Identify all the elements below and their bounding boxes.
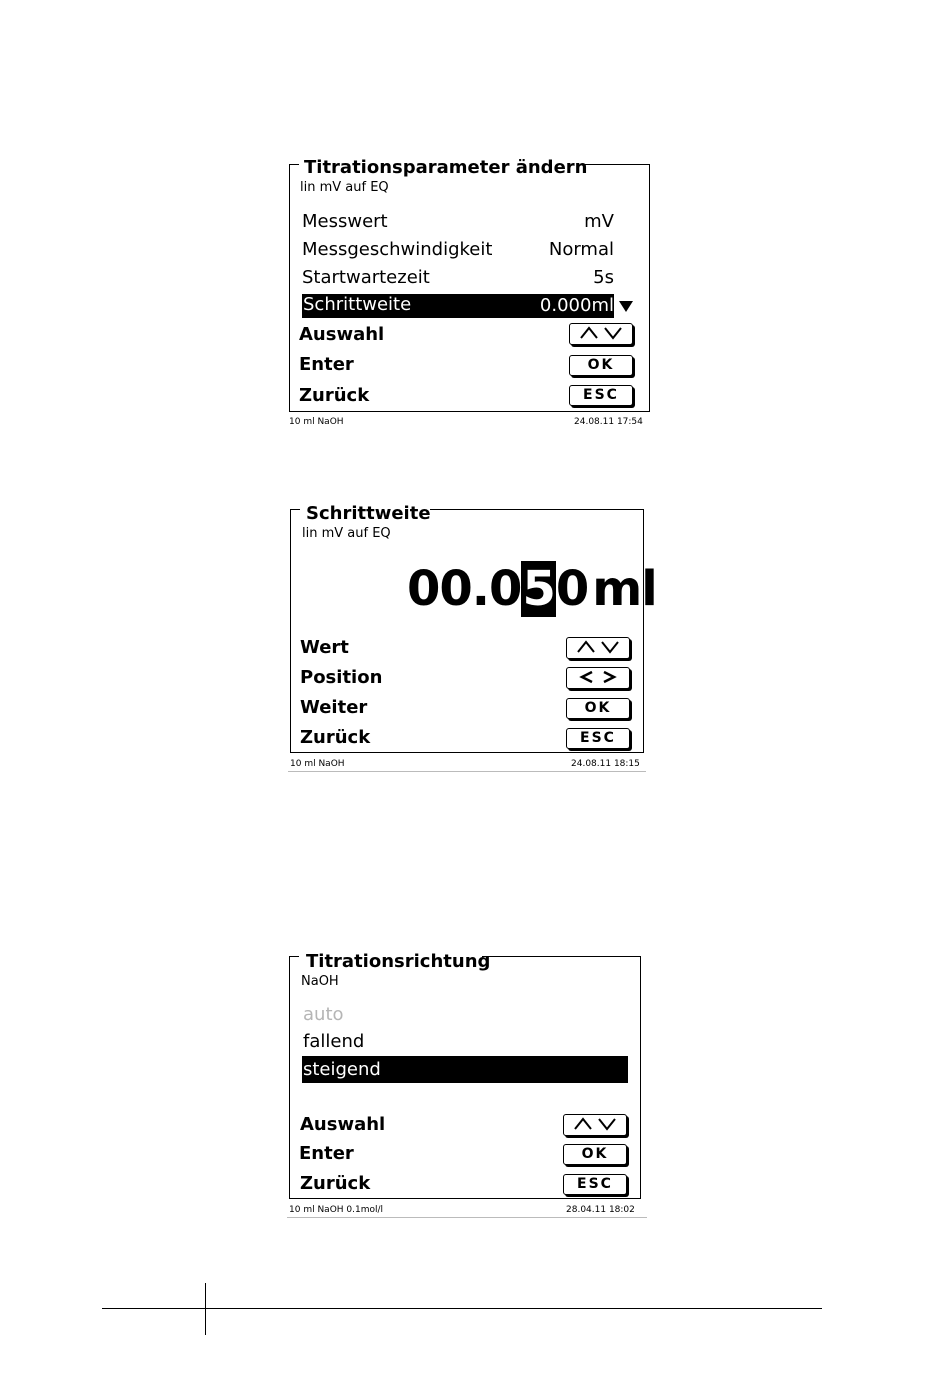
screen2-bottom-rule [288, 771, 646, 772]
param-value: mV [584, 211, 614, 232]
page-footer-rule [102, 1308, 822, 1309]
page-subtitle: lin mV auf EQ [300, 180, 389, 195]
page-title: Titrationsparameter ändern [304, 157, 588, 178]
page-footer-divider [205, 1283, 206, 1335]
param-row-schrittweite-selected[interactable] [302, 294, 614, 318]
ok-button[interactable]: OK [569, 355, 633, 376]
status-footer-right: 24.08.11 17:54 [574, 417, 643, 427]
option-fallend[interactable]: fallend [303, 1031, 365, 1052]
screen3-frame-top-right [482, 956, 641, 957]
up-down-key-button[interactable] [569, 323, 633, 345]
scroll-down-arrow-icon[interactable] [619, 301, 633, 312]
control-label-auswahl: Auswahl [299, 324, 385, 345]
status-footer-left: 10 ml NaOH [290, 759, 345, 769]
esc-button[interactable]: ESC [569, 385, 633, 406]
up-down-arrows-icon [571, 1117, 619, 1131]
option-steigend-selected[interactable]: steigend [302, 1056, 628, 1083]
screen1-frame-tick [289, 164, 290, 172]
esc-button[interactable]: ESC [566, 728, 630, 749]
screen2-frame-top-right [430, 509, 644, 510]
page-title: Titrationsrichtung [306, 951, 491, 972]
status-footer-left: 10 ml NaOH 0.1mol/l [289, 1205, 384, 1215]
value-digits-before: 00.0 [407, 561, 522, 617]
param-row-startwartezeit[interactable] [302, 267, 614, 289]
value-cursor-digit[interactable]: 5 [522, 561, 555, 617]
param-value: 5s [593, 267, 614, 288]
param-label: Messwert [302, 211, 388, 232]
esc-button[interactable]: ESC [563, 1174, 627, 1195]
control-label-zurueck: Zurück [300, 1173, 371, 1194]
ok-button[interactable]: OK [563, 1144, 627, 1165]
up-down-key-button[interactable] [566, 637, 630, 659]
left-right-key-button[interactable] [566, 667, 630, 689]
control-label-zurueck: Zurück [300, 727, 371, 748]
control-label-zurueck: Zurück [299, 385, 370, 406]
page-subtitle: NaOH [301, 974, 339, 989]
screen2-frame-top-left [290, 509, 300, 510]
control-label-weiter: Weiter [300, 697, 368, 718]
param-value: 0.000ml [539, 295, 614, 316]
control-label-auswahl: Auswahl [300, 1114, 386, 1135]
param-label: Schrittweite [303, 294, 412, 315]
page-subtitle: lin mV auf EQ [302, 526, 391, 541]
status-footer-left: 10 ml NaOH [289, 417, 344, 427]
control-label-enter: Enter [299, 354, 354, 375]
screen3-frame-top-left [289, 956, 299, 957]
page-title: Schrittweite [306, 503, 431, 524]
status-footer-right: 24.08.11 18:15 [571, 759, 640, 769]
control-label-wert: Wert [300, 637, 349, 658]
up-down-arrows-icon [574, 640, 622, 654]
ok-button[interactable]: OK [566, 698, 630, 719]
param-label: Startwartezeit [302, 267, 430, 288]
param-label: Messgeschwindigkeit [302, 239, 493, 260]
screen3-frame-tick [289, 956, 290, 964]
screen3-bottom-rule [287, 1217, 647, 1218]
left-right-arrows-icon [574, 670, 622, 684]
param-row-messwert[interactable] [302, 211, 614, 233]
value-digits-after: 0 [555, 561, 589, 617]
screen2-frame-tick [290, 509, 291, 517]
screen1-frame-top-left [289, 164, 299, 165]
value-unit: ml [592, 561, 657, 617]
param-row-messgeschwindigkeit[interactable] [302, 239, 614, 261]
option-auto-disabled: auto [303, 1004, 344, 1025]
control-label-enter: Enter [299, 1143, 354, 1164]
screen1-frame-top-right [582, 164, 650, 165]
up-down-arrows-icon [577, 326, 625, 340]
status-footer-right: 28.04.11 18:02 [566, 1205, 635, 1215]
control-label-position: Position [300, 667, 383, 688]
param-value: Normal [548, 239, 614, 260]
up-down-key-button[interactable] [563, 1114, 627, 1136]
value-display[interactable] [407, 563, 657, 615]
